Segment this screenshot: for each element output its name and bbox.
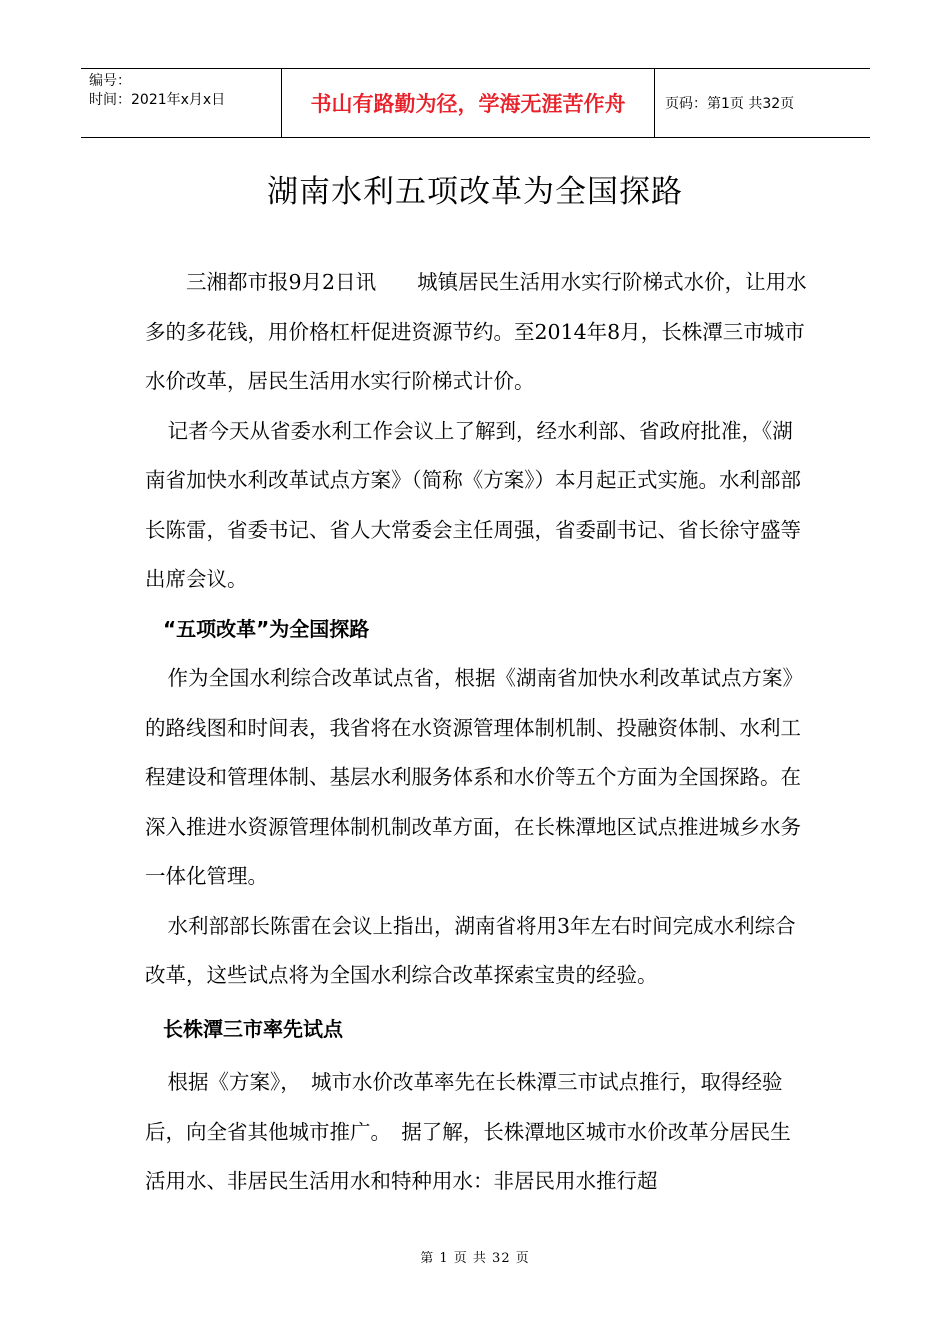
time-label: 时间：2021年x月x日: [89, 92, 226, 108]
paragraph-2: 记者今天从省委水利工作会议上了解到，经水利部、省政府批准，《湖南省加快水利改革试点方案》（简称《方案》）本月起正式实施。水利部部长陈雷，省委书记、省人大常委会主任周强，省委副书记、省长徐守盛等出席会议。: [145, 418, 801, 591]
paragraph-5: 根据《方案》， 城市水价改革率先在长株潭三市试点推行，取得经验后，向全省其他城市推广。 据了解，长株潭地区城市水价改革分居民生活用水、非居民生活用水和特种用水：非居民用水推行超: [145, 1070, 791, 1193]
paragraph-4: 水利部部长陈雷在会议上指出，湖南省将用3年左右时间完成水利综合改革，这些试点将为全国水利综合改革探索宝贵的经验。: [145, 913, 796, 987]
document-title: 湖南水利五项改革为全国探路: [267, 174, 683, 210]
paragraph-3: 作为全国水利综合改革试点省，根据《湖南省加快水利改革试点方案》的路线图和时间表，我省将在水资源管理体制机制、投融资体制、水利工程建设和管理体制、基层水利服务体系和水价等五个方面为全国探路。在深入推进水资源管理体制机制改革方面，在长株潭地区试点推进城乡水务一体化管理。: [145, 666, 804, 888]
page-footer: 第 1 页 共 32 页: [420, 1251, 530, 1266]
header-table: [81, 68, 870, 138]
header-page-info: 页码：第1页 共32页: [665, 96, 795, 112]
number-label: 编号：: [89, 73, 131, 89]
header-motto: 书山有路勤为径，学海无涯苦作舟: [282, 69, 655, 137]
document-body: [145, 258, 810, 1207]
section-heading-2: 长株潭三市率先试点: [163, 1016, 343, 1041]
paragraph-1: 三湘都市报9月2日讯 城镇居民生活用水实行阶梯式水价，让用水多的多花钱，用价格杠杆促进资源节约。至2014年8月，长株潭三市城市水价改革，居民生活用水实行阶梯式计价。: [145, 270, 807, 393]
section-heading-1: “五项改革”为全国探路: [163, 616, 370, 641]
header-meta: [81, 69, 282, 137]
